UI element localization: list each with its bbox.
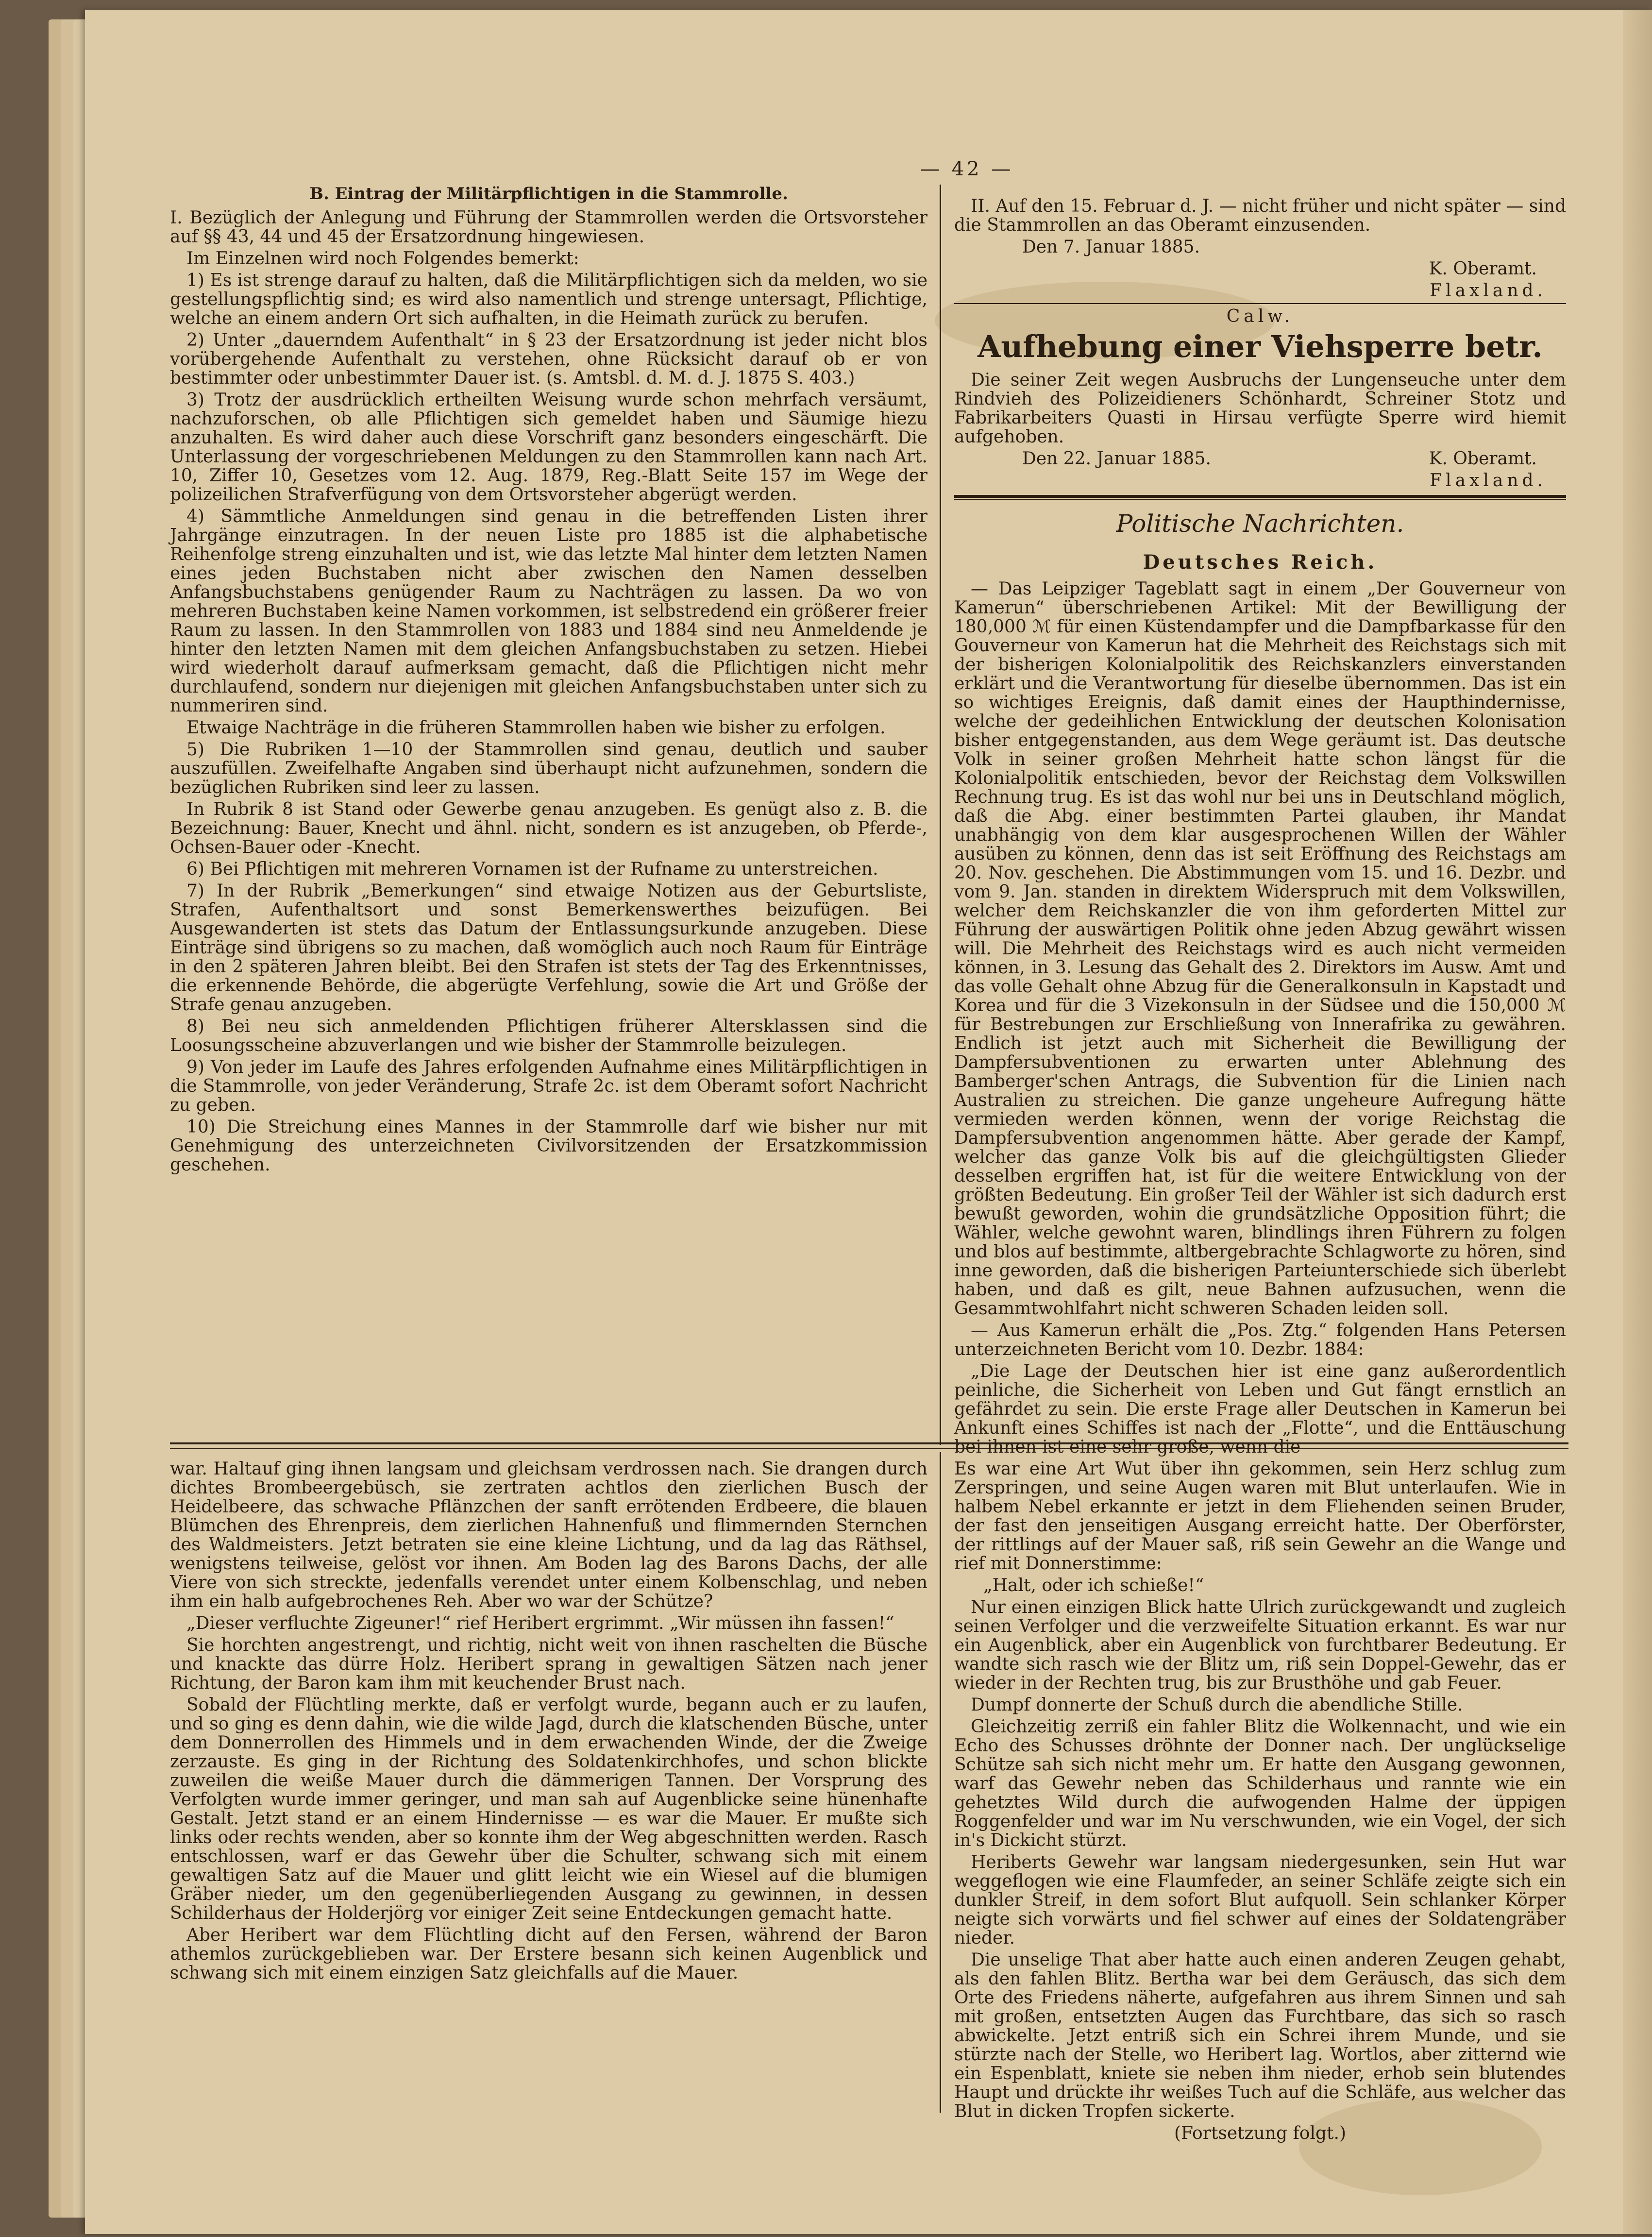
page-number: — 42 — (920, 158, 1014, 180)
page-fold (1623, 10, 1652, 2234)
place-name: Calw. (1226, 306, 1294, 326)
paragraph: In Rubrik 8 ist Stand oder Gewerbe genau anzugeben. Es genügt also z. B. die Bezeichnung: Bauer, Knecht und ähnl. nicht, sondern es ist anzugeben, ob Pferde-, Ochsen-Bauer oder -Knecht. (170, 799, 927, 857)
story-paragraph: Sobald der Flüchtling merkte, daß er verfolgt wurde, begann auch er zu laufen, und so ging es denn dahin, wie die wilde Jagd, durch die klatschenden Büsche, unter dem Donnerrollen des Himmels und in dem erwachenden Winde, der die Zweige zerzauste. Es ging in der Richtung des Soldatenkirchhofes, und schon blickte zuweilen die weiße Mauer durch die dämmerigen Tannen. Der Vorsprung des Verfolgten wurde immer geringer, und man sah auf Augenblicke seine hünenhafte Gestalt. Jetzt stand er an einem Hindernisse — es war die Mauer. Er mußte sich links oder rechts wenden, aber so konnte ihm der Weg abgeschnitten werden. Rasch entschlossen, warf er das Gewehr über die Schulter, schwang sich mit einem gewaltigen Satz auf die Mauer und glitt leicht wie ein Wiesel auf die blumigen Gräber nieder, um den gegenüberliegenden Ausgang zu gewinnen, in dessen Schilderhaus der Holderjörg vor einiger Zeit seine Entdeckungen gemacht hatte. (170, 1695, 927, 1923)
paragraph: Etwaige Nachträge in die früheren Stammrollen haben wie bisher zu erfolgen. (186, 718, 886, 738)
paragraph: 6) Bei Pflichtigen mit mehreren Vornamen ist der Rufname zu unterstreichen. (186, 859, 878, 879)
column-divider (940, 185, 941, 1445)
story-paragraph: war. Haltauf ging ihnen langsam und gleichsam verdrossen nach. Sie drangen durch dichtes Brombeergebüsch, sie zertraten achtlos den zierlichen Busch der Heidelbeere, das schwache Pflänzchen der sanft errötenden Erdbeere, die blauen Blümchen des Ehrenpreis, dem zierlichen Hahnenfuß und flimmernden Sternchen des Waldmeisters. Jetzt betraten sie eine kleine Lichtung, und da lag das Räthsel, wenigstens teilweise, gelöst vor ihnen. Am Boden lag des Barons Dachs, der alle Viere von sich streckte, jedenfalls verendet unter einem Kolbenschlag, und neben ihm ein halb aufgebrochenes Reh. Aber wo war der Schütze? (170, 1459, 927, 1611)
notice-signature: Flaxland. (1430, 281, 1547, 301)
news-paragraph: „Die Lage der Deutschen hier ist eine ganz außerordentlich peinliche, die Sicherheit von Leben und Gut fängt ernstlich an gefährdet zu sein. Die erste Frage aller Deutschen in Kamerun bei Ankunft eines Schiffes ist nach der „Flotte“, und die Enttäuschung bei ihnen ist eine sehr große, wenn die (954, 1361, 1566, 1457)
subsection-heading: Deutsches Reich. (1143, 551, 1378, 574)
section-title: B. Eintrag der Militärpflichtigen in die Stammrolle. (309, 184, 788, 203)
paragraph: I. Bezüglich der Anlegung und Führung der Stammrollen werden die Ortsvorsteher auf §§ 43, 44 und 45 der Ersatzordnung hingewiesen. (170, 208, 927, 247)
paragraph: 8) Bei neu sich anmeldenden Pflichtigen früherer Altersklassen sind die Loosungsscheine abzuverlangen und wie bisher der Stammrolle beizulegen. (170, 1017, 927, 1055)
news-paragraph: — Aus Kamerun erhält die „Pos. Ztg.“ folgenden Hans Petersen unterzeichneten Bericht vom 10. Dezbr. 1884: (954, 1321, 1566, 1359)
news-paragraph: — Das Leipziger Tageblatt sagt in einem „Der Gouverneur von Kamerun“ überschriebenen Artikel: Mit der Bewilligung der 180,000 ℳ für einen Küstendampfer und die Dampfbarkasse für den Gouverneur von Kamerun hat die Mehrheit des Reichstags sich mit der bisherigen Kolonialpolitik des Reichskanzlers einverstanden erklärt und die Verantwortung für dieselbe übernommen. Das ist ein so wichtiges Ereignis, daß damit eines der Haupthindernisse, welche der gedeihlichen Entwicklung der deutschen Kolonisation bisher entgegenstanden, aus dem Wege geräumt ist. Das deutsche Volk in seiner großen Mehrheit hatte schon längst für die Kolonialpolitik entschieden, bevor der Reichstag dem Volkswillen Rechnung trug. Es ist das wohl nur bei uns in Deutschland möglich, daß die Abg. einer bestimmten Partei glauben, ihr Mandat unabhängig von dem klar ausgesprochenen Willen der Wähler ausüben zu können, denn das ist seit Eröffnung des Reichstags am 20. Nov. geschehen. Die Abstimmungen vom 15. und 16. Dezbr. und vom 9. Jan. standen in direktem Widerspruch mit dem Volkswillen, welcher dem Reichskanzler die von ihm geforderten Mittel zur Führung der auswärtigen Politik ohne jeden Abzug gewährt wissen will. Die Mehrheit des Reichstags wird es auch nicht vermeiden können, in 3. Lesung das Gehalt des 2. Direktors im Ausw. Amt und das volle Gehalt ohne Abzug für die Generalkonsuln in Kapstadt und Korea und für die 3 Vizekonsuln in der Südsee und die 150,000 ℳ für Bestrebungen zur Erschließung von Innerafrika zu gewähren. Endlich ist jetzt auch mit Sicherheit die Bewilligung der Dampfersubventionen zu erwarten unter Ablehnung des Bamberger'schen Antrags, die Subvention für die Linien nach Australien zu streichen. Die ganze ungeheure Aufregung hätte vermieden werden können, wenn der vorige Reichstag die Dampfersubvention angenommen hätte. Aber gerade der Kampf, welcher das ganze Volk bis auf die gleichgültigsten Glieder desselben ergriffen hat, ist für die weitere Entwicklung von der größten Bedeutung. Ein großer Teil der Wähler ist sich dadurch erst bewußt geworden, wohin die grundsätzliche Opposition führt; die Wähler, welche gewohnt waren, blindlings ihren Führern zu folgen und blos auf bestimmte, altbergebrachte Schlagworte zu hören, sind inne geworden, daß die bisherigen Parteiunterschiede sich überlebt haben, und daß es gilt, neue Bahnen aufzusuchen, wenn die Gesammtwohlfahrt nicht schweren Schaden leiden soll. (954, 579, 1566, 1319)
notice-text: II. Auf den 15. Februar d. J. — nicht früher und nicht später — sind die Stammrollen an das Oberamt einzusenden. (954, 196, 1566, 235)
story-paragraph: Aber Heribert war dem Flüchtling dicht auf den Fersen, während der Baron athemlos zurückgeblieben war. Der Erstere besann sich keinen Augenblick und schwang sich mit einem einzigen Satz gleichfalls auf die Mauer. (170, 1925, 927, 1983)
paragraph: 2) Unter „dauerndem Aufenthalt“ in § 23 der Ersatzordnung ist jeder nicht blos vorübergehende Aufenthalt zu verstehen, ohne Rücksicht darauf ob er von bestimmter oder unbestimmter Dauer ist. (s. Amtsbl. d. M. d. J. 1875 S. 403.) (170, 330, 927, 388)
notice-date: Den 7. Januar 1885. (1022, 237, 1200, 257)
notice-heading: Aufhebung einer Viehsperre betr. (978, 329, 1543, 364)
paragraph: 4) Sämmtliche Anmeldungen sind genau in die betreffenden Listen ihrer Jahrgänge einzutragen. In der neuen Liste pro 1885 ist die alphabetische Reihenfolge streng einzuhalten und ist, wie das letzte Mal hinter dem letzten Namen eines jeden Buchstaben nicht aber zwischen den Namen desselben Anfangsbuchstabens genügender Raum zu Nachträgen zu lassen. Da wo von mehreren Buchstaben keine Namen vorkommen, ist selbstredend ein größerer freier Raum zu lassen. In den Stammrollen von 1883 und 1884 sind neu Anmeldende je hinter den letzten Namen mit dem gleichen Anfangsbuchstaben zu setzen. Hiebei wird wiederholt darauf aufmerksam gemacht, daß die Pflichtigen nicht mehr durchlaufend, sondern nur diejenigen mit gleichen Anfangsbuchstaben unter sich zu nummeriren sind. (170, 507, 927, 716)
continued-note: (Fortsetzung folgt.) (1174, 2123, 1346, 2143)
column-divider (940, 1452, 941, 2113)
notice-signature: K. Oberamt. (1429, 449, 1537, 469)
right-column (954, 197, 1566, 1459)
notice-date: Den 22. Januar 1885. (1022, 449, 1211, 469)
notice-signature: Flaxland. (1430, 471, 1547, 491)
story-paragraph: Es war eine Art Wut über ihn gekommen, sein Herz schlug zum Zerspringen, und seine Augen waren mit Blut unterlaufen. Wie in halbem Nebel erkannte er jetzt in dem Fliehenden seinen Bruder, der fast den jenseitigen Ausgang erreicht hatte. Der Oberförster, der rittlings auf der Mauer saß, riß sein Gewehr an die Wange und rief mit Donnerstimme: (954, 1459, 1566, 1574)
paragraph: 9) Von jeder im Laufe des Jahres erfolgenden Aufnahme eines Militärpflichtigen in die Stammrolle, von jeder Veränderung, Strafe 2c. ist dem Oberamt sofort Nachricht zu geben. (170, 1057, 927, 1115)
newspaper-page (85, 10, 1652, 2234)
paragraph: 5) Die Rubriken 1—10 der Stammrollen sind genau, deutlich und sauber auszufüllen. Zweifelhafte Angaben sind überhaupt nicht aufzunehmen, sondern die bezüglichen Rubriken sind leer zu lassen. (170, 740, 927, 797)
story-paragraph: „Halt, oder ich schieße!“ (983, 1576, 1204, 1595)
left-column (170, 185, 927, 1177)
paragraph: 10) Die Streichung eines Mannes in der Stammrolle darf wie bisher nur mit Genehmigung des unterzeichneten Civilvorsitzenden der Ersatzkommission geschehen. (170, 1117, 927, 1175)
feuilleton-right (954, 1459, 1566, 2146)
story-paragraph: Gleichzeitig zerriß ein fahler Blitz die Wolkennacht, und wie ein Echo des Schusses dröhnte der Donner nach. Der unglückselige Schütze sah sich nicht mehr um. Er hatte den Ausgang gewonnen, warf das Gewehr neben das Schilderhaus und rannte wie ein gehetztes Wild durch die aufwogenden Halme der üppigen Roggenfelder und war im Nu verschwunden, wie ein Vogel, der sich in's Dickicht stürzt. (954, 1717, 1566, 1850)
story-paragraph: „Dieser verfluchte Zigeuner!“ rief Heribert ergrimmt. „Wir müssen ihn fassen!“ (186, 1613, 894, 1633)
feuilleton-left (170, 1459, 927, 1985)
story-paragraph: Die unselige That aber hatte auch einen anderen Zeugen gehabt, als den fahlen Blitz. Bertha war bei dem Geräusch, das sich dem Orte des Friedens näherte, aufgefahren aus ihrem Sinnen und sah mit großen, entsetzten Augen das Furchtbare, das sich so rasch abwickelte. Jetzt entriß sich ein Schrei ihrem Munde, und sie stürzte nach der Stelle, wo Heribert lag. Wortlos, aber zitternd wie ein Espenblatt, kniete sie neben ihm nieder, erhob sein blutendes Haupt und drückte ihr weißes Tuch auf die Schläfe, aus welcher das Blut in dicken Tropfen sickerte. (954, 1950, 1566, 2121)
paragraph: 7) In der Rubrik „Bemerkungen“ sind etwaige Notizen aus der Geburtsliste, Strafen, Aufenthaltsort und sonst Bemerkenswerthes beizufügen. Bei Ausgewanderten ist stets das Datum der Entlassungsurkunde anzugeben. Diese Einträge sind übrigens so zu machen, daß womöglich auch noch Raum für Einträge in den 2 späteren Jahren bleibt. Bei den Strafen ist stets der Tag des Erkenntnisses, die erkennende Behörde, die abgerügte Verfehlung, sowie die Art und Größe der Strafe genau anzugeben. (170, 881, 927, 1015)
section-heading: Politische Nachrichten. (1116, 509, 1404, 538)
paragraph: 3) Trotz der ausdrücklich ertheilten Weisung wurde schon mehrfach versäumt, nachzuforschen, ob alle Pflichtigen sich gemeldet haben und Säumige hiezu anzuhalten. Es wird daher auch diese Vorschrift ganz besonders eingeschärft. Die Unterlassung der vorgeschriebenen Meldungen zu den Stammrollen kann nach Art. 10, Ziffer 10, Gesetzes vom 12. Aug. 1879, Reg.-Blatt Seite 157 im Wege der polizeilichen Strafverfügung von dem Ortsvorsteher abgerügt werden. (170, 390, 927, 505)
story-paragraph: Dumpf donnerte der Schuß durch die abendliche Stille. (971, 1695, 1463, 1715)
story-paragraph: Sie horchten angestrengt, und richtig, nicht weit von ihnen raschelten die Büsche und knackte das dürre Holz. Heribert sprang in gewaltigen Sätzen nach jener Richtung, der Baron kam ihm mit keuchender Brust nach. (170, 1635, 927, 1693)
notice-signature: K. Oberamt. (1429, 259, 1537, 279)
story-paragraph: Heriberts Gewehr war langsam niedergesunken, sein Hut war weggeflogen wie eine Flaumfeder, an seiner Schläfe zeigte sich ein dunkler Streif, in dem sofort Blut aufquoll. Sein schlanker Körper neigte sich vorwärts und fiel schwer auf eines der Soldatengräber nieder. (954, 1852, 1566, 1948)
paragraph: Im Einzelnen wird noch Folgendes bemerkt: (186, 249, 579, 269)
paragraph: 1) Es ist strenge darauf zu halten, daß die Militärpflichtigen sich da melden, wo sie gestellungspflichtig sind; es wird also namentlich und strenge untersagt, Pflichtige, welche an einem andern Ort sich aufhalten, in die Heimath zurück zu berufen. (170, 271, 927, 328)
notice-text: Die seiner Zeit wegen Ausbruchs der Lungenseuche unter dem Rindvieh des Polizeidieners Schönhardt, Schreiner Stotz und Fabrikarbeiters Quasti in Hirsau verfügte Sperre wird hiemit aufgehoben. (954, 370, 1566, 447)
story-paragraph: Nur einen einzigen Blick hatte Ulrich zurückgewandt und zugleich seinen Verfolger und die verzweifelte Situation erkannt. Es war nur ein Augenblick, aber ein Augenblick von furchtbarer Bedeutung. Er wandte sich rasch wie der Blitz um, riß sein Doppel-Gewehr, das er wieder in der Rechten trug, bis zur Brusthöhe und gab Feuer. (954, 1597, 1566, 1693)
